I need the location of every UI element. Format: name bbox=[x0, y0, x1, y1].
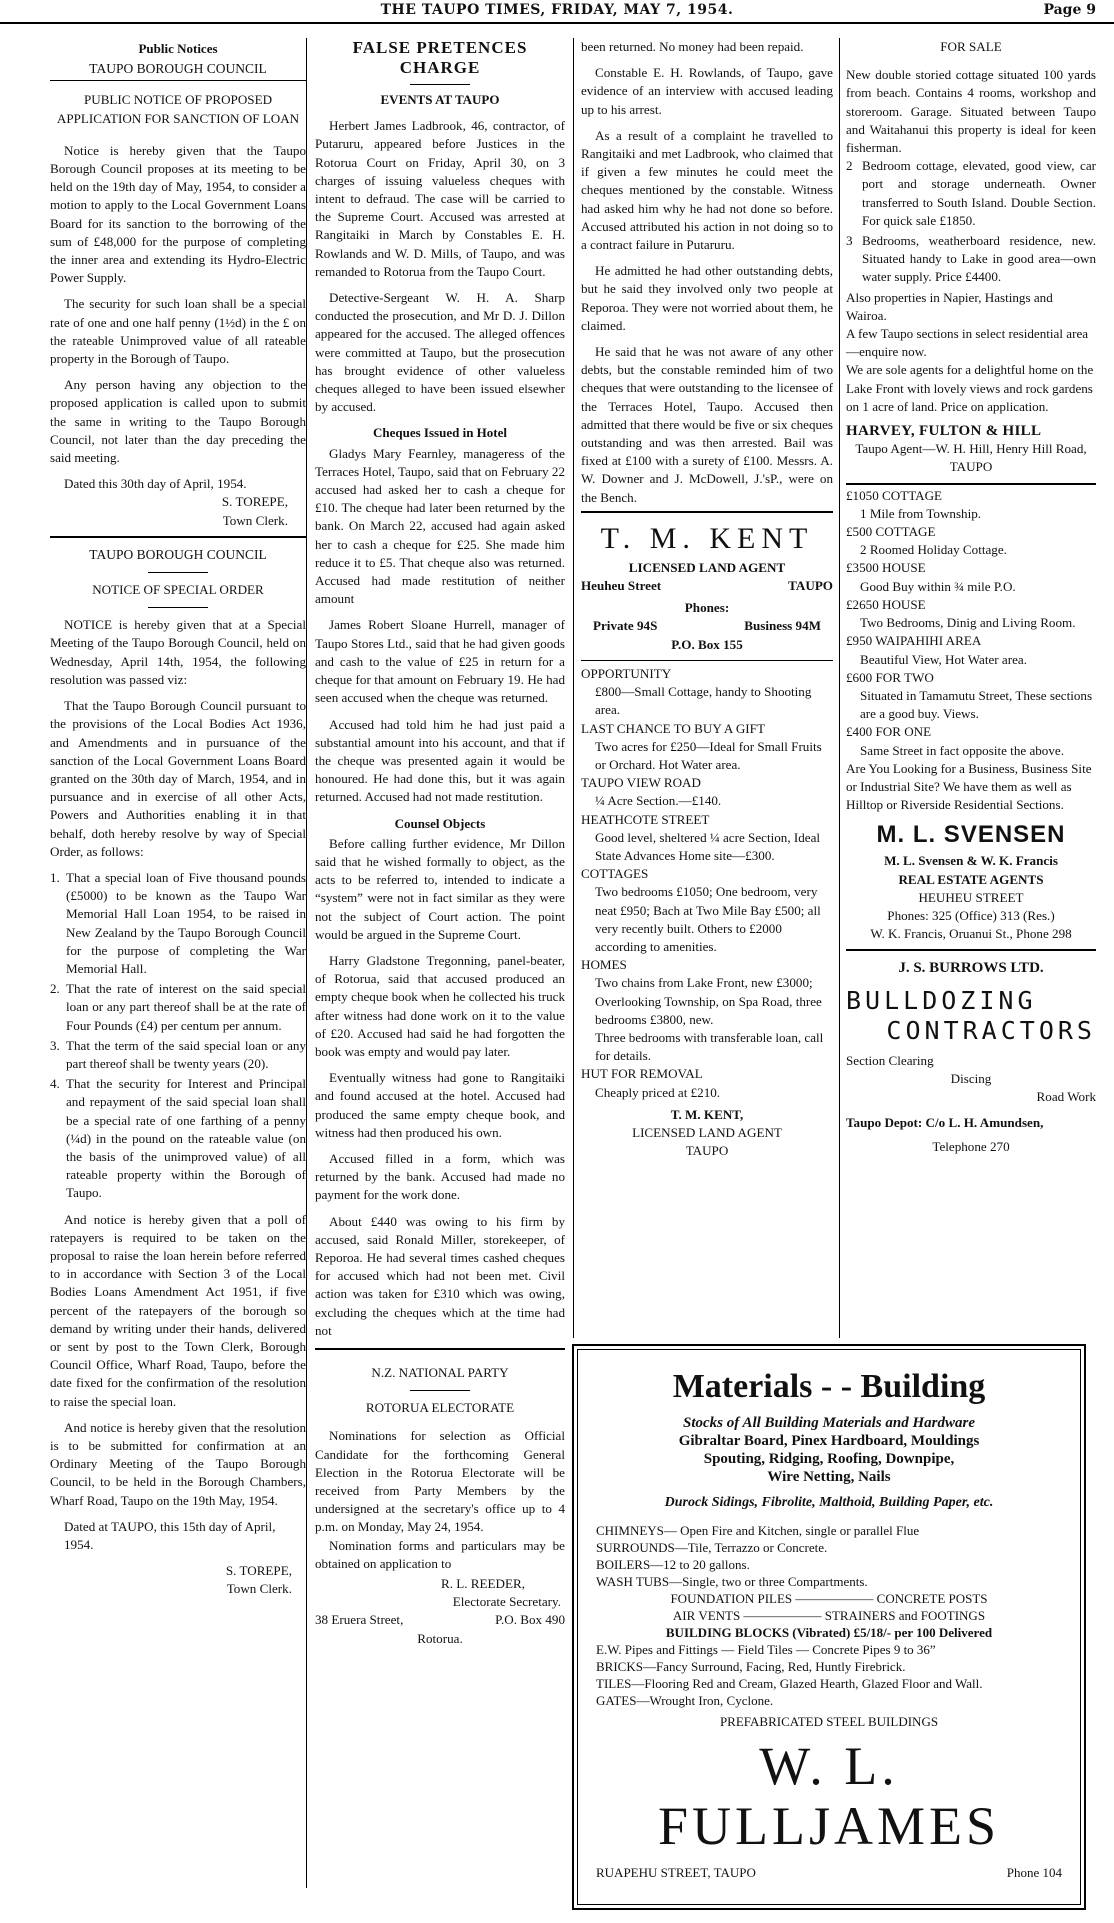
divider bbox=[410, 1390, 470, 1391]
signature-title: Town Clerk. bbox=[226, 1581, 292, 1597]
council-name: TAUPO BOROUGH COUNCIL bbox=[89, 546, 267, 562]
article-subhead: EVENTS AT TAUPO bbox=[380, 92, 500, 107]
divider bbox=[846, 949, 1096, 951]
ad-line: E.W. Pipes and Fittings — Field Tiles — Concrete Pipes 9 to 36” bbox=[596, 1642, 936, 1657]
article-crosshead: Counsel Objects bbox=[394, 815, 486, 831]
sale-line: We are sole agents for a delightful home on the Lake Front with lovely views and rock gardens on 1 acre of land. Price on application. bbox=[846, 362, 1094, 414]
divider bbox=[581, 511, 833, 513]
article-headline: FALSE PRETENCES CHARGE bbox=[352, 38, 528, 77]
divider bbox=[410, 84, 470, 85]
ad-line: Gibraltar Board, Pinex Hardboard, Mouldings bbox=[678, 1433, 980, 1449]
ad-company-name: W. L. FULLJAMES bbox=[657, 1736, 1001, 1856]
article-crosshead: Cheques Issued in Hotel bbox=[373, 425, 507, 441]
council-name: TAUPO BOROUGH COUNCIL bbox=[89, 61, 267, 77]
party-electorate: ROTORUA ELECTORATE bbox=[365, 1400, 515, 1416]
contractor-line: BULLDOZING bbox=[846, 985, 1037, 1015]
column-for-sale bbox=[846, 38, 1096, 1157]
secretary-name: R. L. REEDER, bbox=[440, 1576, 525, 1592]
agent-signature-role: LICENSED LAND AGENT bbox=[632, 1124, 782, 1140]
ad-address: RUAPEHU STREET, TAUPO bbox=[596, 1865, 756, 1880]
divider bbox=[581, 660, 833, 661]
listing: £400 FOR ONE Same Street in fact opposite the above. bbox=[846, 724, 1064, 758]
article-paragraph: Eventually witness had gone to Rangitaiki and found accused at the hotel. Accused had produced the same empty cheque book, and witness had then produced his own. bbox=[315, 1070, 565, 1140]
ad-line: FOUNDATION PILES —————— CONCRETE POSTS bbox=[670, 1591, 988, 1606]
listing: £600 FOR TWO Situated in Tamamutu Street, These sections are a good buy. Views. bbox=[846, 669, 1093, 722]
contractor-phone: Telephone 270 bbox=[932, 1139, 1010, 1155]
divider bbox=[148, 572, 208, 573]
column-public-notices bbox=[50, 38, 306, 1599]
article-paragraph: James Robert Sloane Hurrell, manager of Taupo Stores Ltd., said that he had given goods and cash to the value of £25 in return for a cheque for that amount on February 19. He had seen accused when the cheque was returned. bbox=[315, 617, 565, 706]
agency-firm: M. L. Svensen & W. K. Francis bbox=[884, 853, 1058, 869]
article-paragraph: Accused filled in a form, which was returned by the bank. Accused had made no payment for the work done. bbox=[315, 1150, 565, 1203]
article-paragraph: Detective-Sergeant W. H. A. Sharp conducted the prosecution, and Mr D. J. Dillon appeared for the accused. The alleged offences were committed at Taupo, but the prosecution has brought evidence of other valueless cheques alleged to have been issued elsewher by accused. bbox=[315, 290, 565, 415]
article-paragraph: Before calling further evidence, Mr Dillon said that he wished formally to object, as the acts to be referred to, intended to indicate a “system” were not in fact similar as they were not the subject of Court action. The point would be argued in the Supreme Court. bbox=[315, 835, 565, 942]
divider bbox=[50, 536, 306, 538]
ad-line: BOILERS—12 to 20 gallons. bbox=[596, 1557, 750, 1572]
ad-line: WASH TUBS—Single, two or three Compartments. bbox=[596, 1574, 868, 1589]
ad-line: TILES—Flooring Red and Cream, Glazed Hearth, Glazed Floor and Wall. bbox=[596, 1676, 983, 1691]
divider bbox=[148, 607, 208, 608]
sale-list bbox=[846, 157, 1096, 286]
listing: TAUPO VIEW ROAD ¼ Acre Section.—£140. bbox=[581, 775, 722, 809]
list-item: 2 Bedroom cottage, elevated, good view, car port and storage underneath. Owner transferred to South Island. Double Section. For quick sale £1850. bbox=[846, 158, 1096, 228]
column-court-report bbox=[315, 38, 565, 1648]
party-paragraph: Nominations for selection as Official Candidate for the forthcoming General Election in the Rotorua Electorate will be received from Party Members by the undersigned at the secretary's office up to 4 p.m. on Monday, May 24, 1954. bbox=[315, 1428, 565, 1535]
listing: £500 COTTAGE 2 Roomed Holiday Cottage. bbox=[846, 524, 1007, 558]
article-paragraph: He admitted he had other outstanding debts, but he said they involved only two people at Reporoa. They were not worried about them, he claimed. bbox=[581, 263, 833, 333]
listing: £1050 COTTAGE 1 Mile from Township. bbox=[846, 487, 982, 521]
listing: £2650 HOUSE Two Bedrooms, Dinig and Living Room. bbox=[846, 596, 1076, 631]
list-item: 2. That the rate of interest on the said special loan or any part thereof shall be at the rate of Four Pounds (£4) per centum per annum. bbox=[50, 981, 306, 1033]
ad-line: BUILDING BLOCKS (Vibrated) £5/18/- per 100 Delivered bbox=[665, 1625, 993, 1640]
sale-intro: New double storied cottage situated 100 yards from beach. Contains 4 rooms, workshop and storeroom. Garage. Situated between Taupo and Waitahanui this property is ideal for keen fisherman. bbox=[846, 67, 1096, 156]
service: Discing bbox=[950, 1070, 992, 1086]
party-title: N.Z. NATIONAL PARTY bbox=[371, 1365, 509, 1380]
section-heading: FOR SALE bbox=[940, 39, 1002, 54]
listing: OPPORTUNITY £800—Small Cottage, handy to Shooting area. bbox=[581, 665, 812, 718]
agent-address: Heuheu Street TAUPO bbox=[581, 578, 833, 594]
list-item: 4. That the security for Interest and Principal and repayment of the said special loan shall be a special rate of one farthing of a penny (¼d) in the pound on the rateable value (on the basis of the unimproved value) of all rateable property within the Borough of Taupo. bbox=[50, 1076, 306, 1201]
ad-title: Materials - - Building bbox=[672, 1368, 986, 1405]
secretary-role: Electorate Secretary. bbox=[452, 1594, 561, 1610]
listing: Are You Looking for a Business, Business Site or Industrial Site? We have them as well as Hilltop or Riverside Residential Sections. bbox=[846, 760, 1092, 813]
listing: £3500 HOUSE Good Buy within ¾ mile P.O. bbox=[846, 560, 1016, 594]
article-paragraph: Herbert James Ladbrook, 46, contractor, of Putaruru, appeared before Justices in the Rotorua Court on Friday, April 30, on 3 charges of issuing valueless cheques with intent to defraud. The case will be carried to the Supreme Court. Accused was arrested at Rangitaiki in March by Constables E. H. Rowlands and W. D. Mills, of Taupo, and was remanded to Rotorua from the Taupo Court. bbox=[315, 118, 565, 279]
service: Road Work bbox=[1036, 1088, 1096, 1104]
notice-title: PUBLIC NOTICE OF PROPOSED APPLICATION FOR SANCTION OF LOAN bbox=[56, 92, 300, 126]
listing: HOMES Two chains from Lake Front, new £3000; Overlooking Township, on Spa Road, three bedrooms £3800, new. bbox=[581, 957, 822, 1027]
ad-inner-border bbox=[577, 1349, 1081, 1905]
signature-name: S. TOREPE, bbox=[221, 494, 288, 510]
article-paragraph: Constable E. H. Rowlands, of Taupo, gave evidence of an interview with accused leading up to his arrest. bbox=[581, 65, 833, 117]
signature-name: S. TOREPE, bbox=[225, 1563, 292, 1579]
ad-phone: Phone 104 bbox=[1006, 1865, 1062, 1880]
agency-name: M. L. SVENSEN bbox=[876, 821, 1066, 849]
notice-paragraph: That the Taupo Borough Council pursuant to the provisions of the Local Bodies Act 1936, and Amendments and in pursuance of the sanction of the Local Government Loans Board granted on the 30th day of March, 1954, and in pursuance and in exercise of all other Acts, Powers and Authorities enabling it in that behalf, doth hereby resolve by way of Special Order, as follows: bbox=[50, 698, 306, 859]
divider bbox=[315, 1348, 565, 1350]
sale-line: Also properties in Napier, Hastings and Wairoa. bbox=[846, 289, 1053, 323]
ad-line: CHIMNEYS— Open Fire and Kitchen, single or parallel Flue bbox=[596, 1523, 920, 1538]
article-paragraph: Accused had told him he had just paid a substantial amount into his account, and that if the cheque was presented again it would be honoured. He had done this, but it was again returned. Accused had not made restitution. bbox=[315, 716, 565, 805]
list-item: 3. That the term of the said special loan or any part thereof shall be twenty years (20). bbox=[50, 1037, 306, 1071]
column-court-continued bbox=[581, 38, 833, 1160]
agent-signature: T. M. KENT, bbox=[670, 1106, 744, 1122]
page-number: Page 9 bbox=[1043, 2, 1096, 18]
agent-signature-town: TAUPO bbox=[685, 1143, 729, 1159]
article-paragraph: He said that he was not aware of any other debts, but the constable reminded him of two cheques that were outstanding to the licensee of the Terraces Hotel, Taupo. Accused then admitted that there would be five or six cheques outstanding and was then arrested. Bail was fixed at £100 with a surety of £100. Messrs. A. W. Downer and J. McDowell, J.'sP., were on the Bench. bbox=[581, 344, 833, 505]
notice-paragraph: NOTICE is hereby given that at a Special Meeting of the Taupo Borough Council, held on Wednesday, April 14th, 1954, the following resolution was passed viz: bbox=[50, 617, 306, 687]
ad-line: SURROUNDS—Tile, Terrazzo or Concrete. bbox=[596, 1540, 828, 1555]
sale-line: A few Taupo sections in select residential area—enquire now. bbox=[846, 326, 1089, 360]
notice-date: Dated this 30th day of April, 1954. bbox=[64, 476, 247, 492]
secretary-town: Rotorua. bbox=[417, 1630, 463, 1646]
listing: HUT FOR REMOVAL Cheaply priced at £210. bbox=[581, 1066, 721, 1100]
section-heading: Public Notices bbox=[138, 41, 218, 56]
list-item: 1. That a special loan of Five thousand pounds (£5000) to be known as the Taupo War Memorial Hall Loan 1954, to be raised in New Zealand by the Taupo Borough Council for the purpose of completing the War Memorial Hall. bbox=[50, 869, 306, 976]
article-paragraph: Harry Gladstone Tregonning, panel-beater, of Rotorua, said that accused produced an empty cheque book when he collected his truck after witness had done work on it to the value of £20. Accused had said he had forgotten the book was empty and would pay later. bbox=[315, 952, 565, 1059]
listing: HEATHCOTE STREET Good level, sheltered ¼ acre Section, Ideal State Advances Home site—£300. bbox=[581, 811, 821, 863]
notice-date: Dated at TAUPO, this 15th day of April, 1954. bbox=[64, 1518, 276, 1553]
materials-advertisement bbox=[572, 1344, 1086, 1910]
newspaper-title: THE TAUPO TIMES, FRIDAY, MAY 7, 1954. bbox=[380, 2, 734, 18]
article-paragraph: As a result of a complaint he travelled to Rangitaiki and met Ladbrook, who claimed that if given a few minutes he could meet the cheques mentioned by the constable. Witness had asked him why he had not done so before. Accused attributed his action in not doing so to a contract failure in Putaruru. bbox=[581, 127, 833, 253]
ad-prefab: PREFABRICATED STEEL BUILDINGS bbox=[719, 1714, 939, 1729]
ad-line: BRICKS—Fancy Surround, Facing, Red, Huntly Firebrick. bbox=[596, 1659, 906, 1674]
signature-title: Town Clerk. bbox=[222, 512, 288, 528]
column-rule bbox=[306, 38, 307, 1888]
article-paragraph: been returned. No money had been repaid. bbox=[581, 39, 804, 54]
agent-name: T. M. KENT bbox=[600, 521, 814, 555]
ad-footer bbox=[596, 1864, 1062, 1881]
ad-line: Spouting, Ridging, Roofing, Downpipe, bbox=[703, 1451, 955, 1467]
service: Section Clearing bbox=[846, 1052, 934, 1068]
agency-francis: W. K. Francis, Oruanui St., Phone 298 bbox=[870, 926, 1072, 942]
masthead bbox=[0, 0, 1114, 24]
resolution-list bbox=[50, 869, 306, 1203]
secretary-address: 38 Eruera Street, P.O. Box 490 bbox=[315, 1612, 565, 1628]
party-paragraph: Nomination forms and particulars may be obtained on application to bbox=[315, 1537, 565, 1571]
agent-box: P.O. Box 155 bbox=[671, 636, 743, 652]
listing: £950 WAIPAHIHI AREA Beautiful View, Hot Water area. bbox=[846, 633, 1027, 667]
notice-paragraph: The security for such loan shall be a special rate of one and one half penny (1½d) in the £ on the rateable Unimproved value of all rateable property in the Borough of Taupo. bbox=[50, 296, 306, 367]
agent-phones: Private 94S Business 94M bbox=[593, 618, 821, 634]
notice-paragraph: And notice is hereby given that a poll of ratepayers is required to be taken on the proposal to raise the loan herein before referred to in accordance with Section 3 of the Local Bodies Loans Amendment Act 1951, if five percent of the ratepayers of the borough so demand by writing under their hands, delivered or sent by post to the Town Clerk, Borough Council Office, Wharf Road, Taupo, before the date fixed for the confirmation of the resolution to raise the special loan. bbox=[50, 1211, 306, 1409]
notice-paragraph: And notice is hereby given that the resolution is to be submitted for confirmation at an Ordinary Meeting of the Taupo Borough Council, to be held in the Borough Chambers, Wharf Road, Taupo on the 19th May, 1954. bbox=[50, 1419, 306, 1508]
phones-label: Phones: bbox=[684, 600, 730, 616]
ad-stocks: Stocks of All Building Materials and Hardware bbox=[683, 1415, 975, 1431]
listing: Three bedrooms with transferable loan, call for details. bbox=[595, 1029, 824, 1064]
ad-line: Wire Netting, Nails bbox=[767, 1469, 891, 1485]
notice-title: NOTICE OF SPECIAL ORDER bbox=[92, 582, 264, 598]
agency-phones: Phones: 325 (Office) 313 (Res.) bbox=[887, 907, 1055, 923]
notice-paragraph: Any person having any objection to the proposed application is called upon to submit the same in writing to the Taupo Borough Council, not later than the day preceding the said meeting. bbox=[50, 377, 306, 466]
column-rule bbox=[839, 38, 840, 1338]
ad-line: GATES—Wrought Iron, Cyclone. bbox=[596, 1693, 774, 1708]
contractor-name: J. S. BURROWS LTD. bbox=[898, 960, 1044, 977]
agency-name: HARVEY, FULTON & HILL bbox=[846, 423, 1042, 440]
contractor-depot: Taupo Depot: C/o L. H. Amundsen, bbox=[846, 1115, 1044, 1131]
divider bbox=[846, 483, 1096, 485]
listing: COTTAGES Two bedrooms £1050; One bedroom, very neat £950; Bach at Two Mile Bay £500; all very recently built. Others to £2000 according to amenities. bbox=[581, 866, 821, 954]
ad-line: AIR VENTS —————— STRAINERS and FOOTINGS bbox=[672, 1608, 986, 1623]
agency-role: REAL ESTATE AGENTS bbox=[898, 871, 1044, 887]
list-item: 3 Bedrooms, weatherboard residence, new. Situated handy to Lake in good area—own water supply. Price £4400. bbox=[846, 233, 1096, 285]
ad-durock: Durock Sidings, Fibrolite, Malthoid, Building Paper, etc. bbox=[664, 1495, 994, 1510]
agency-street: HEUHEU STREET bbox=[918, 889, 1024, 905]
contractor-line: CONTRACTORS bbox=[886, 1015, 1096, 1045]
article-paragraph: About £440 was owing to his firm by accused, said Ronald Miller, storekeeper, of Reporoa. He had several times cashed cheques for accused which had not been met. Civil action was taken for £310 which was owing, excluding the cheques which at the time had not bbox=[315, 1213, 565, 1338]
agency-agent: Taupo Agent—W. H. Hill, Henry Hill Road, TAUPO bbox=[855, 441, 1087, 475]
notice-paragraph: Notice is hereby given that the Taupo Borough Council proposes at its meeting to be held on the 19th day of May, 1954, to consider a motion to apply to the Local Government Loans Board for its sanction to the borrowing of the sum of £48,000 for the purpose of completing the inner area and extending its Hydro-Electric Power Supply. bbox=[50, 142, 306, 286]
listing: LAST CHANCE TO BUY A GIFT Two acres for £250—Ideal for Small Fruits or Orchard. Hot Water area. bbox=[581, 720, 822, 772]
article-paragraph: Gladys Mary Fearnley, manageress of the Terraces Hotel, Taupo, said that on February 22 accused had asked her to cash a cheque for £10. The cheque had later been returned by the bank. On March 22, accused had again asked her to cash a cheque for £25. She made him reduce it to £5. That cheque also was returned. Accused had made restitution of neither amount bbox=[315, 445, 565, 607]
agent-role: LICENSED LAND AGENT bbox=[628, 559, 786, 575]
column-rule bbox=[573, 38, 574, 1338]
divider bbox=[50, 80, 306, 81]
